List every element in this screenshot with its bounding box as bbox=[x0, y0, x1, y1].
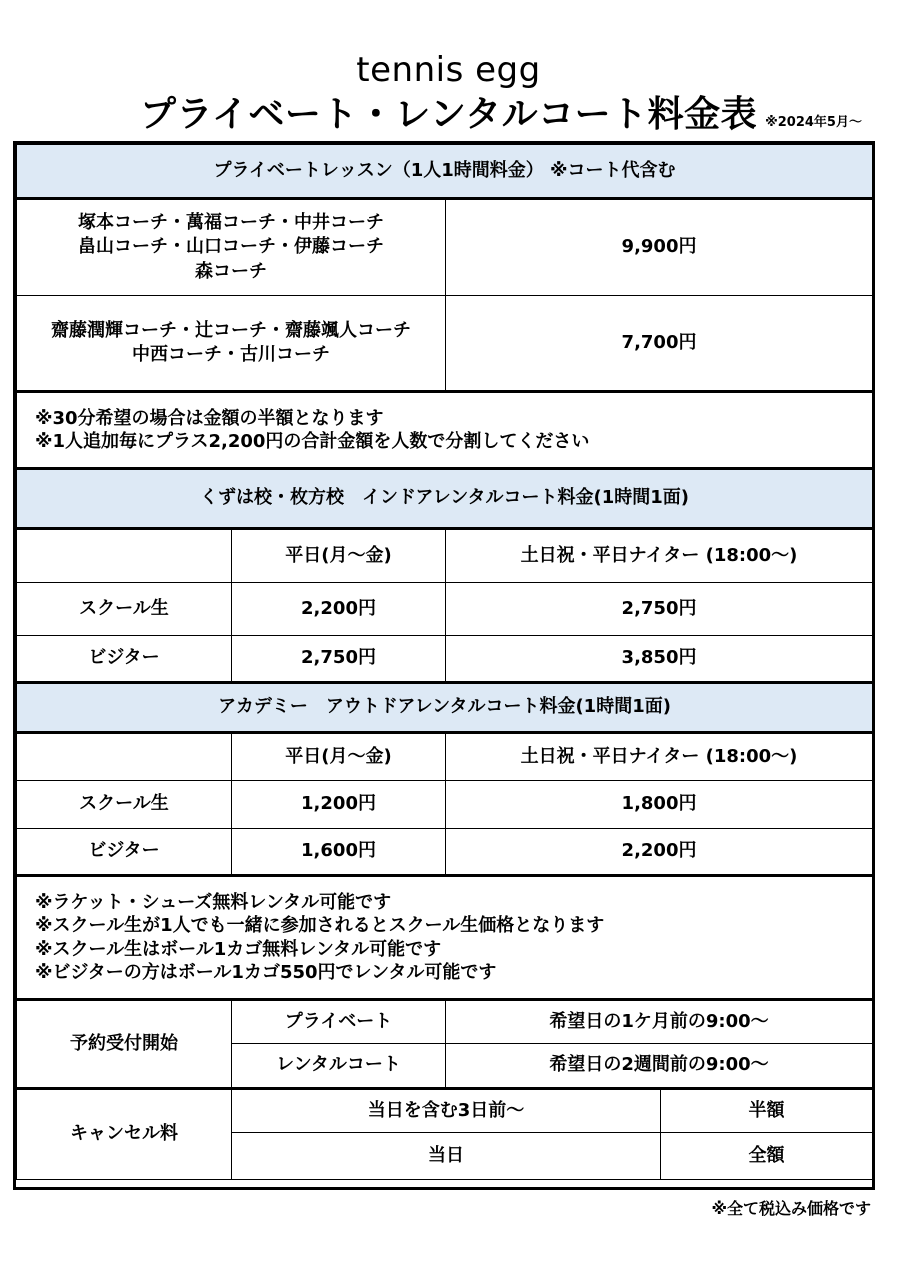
reservation-label: 予約受付開始 bbox=[17, 1000, 232, 1089]
price-group-1: 9,900円 bbox=[446, 199, 873, 296]
outdoor-col-weekday: 平日(月～金) bbox=[232, 733, 446, 781]
note-line: ※ラケット・シューズ無料レンタル可能です bbox=[35, 891, 392, 913]
note-line: ※ビジターの方はボール1カゴ550円でレンタル可能です bbox=[35, 961, 497, 983]
outdoor-weekend-price: 1,800円 bbox=[446, 781, 873, 829]
outdoor-weekday-price: 1,200円 bbox=[232, 781, 446, 829]
page-title bbox=[140, 86, 862, 137]
note-line: ※1人追加毎にプラス2,200円の合計金額を人数で分割してください bbox=[35, 431, 590, 452]
cancel-period: 当日を含む3日前～ bbox=[232, 1089, 661, 1133]
coach-line: 塚本コーチ・萬福コーチ・中井コーチ bbox=[78, 212, 384, 234]
empty-cell bbox=[17, 529, 232, 583]
outdoor-row-label: スクール生 bbox=[17, 781, 232, 829]
note-line: ※スクール生が1人でも一緒に参加されるとスクール生価格となります bbox=[35, 915, 605, 937]
indoor-col-weekend: 土日祝・平日ナイター (18:00～) bbox=[446, 529, 873, 583]
cancel-fee: 半額 bbox=[661, 1089, 873, 1133]
indoor-heading: くずは校・枚方校 インドアレンタルコート料金(1時間1面) bbox=[17, 469, 873, 529]
indoor-col-weekday: 平日(月～金) bbox=[232, 529, 446, 583]
cancel-period: 当日 bbox=[232, 1133, 661, 1180]
outdoor-col-weekend: 土日祝・平日ナイター (18:00～) bbox=[446, 733, 873, 781]
price-group-2: 7,700円 bbox=[446, 296, 873, 392]
cancel-label: キャンセル料 bbox=[17, 1089, 232, 1180]
indoor-weekday-price: 2,750円 bbox=[232, 636, 446, 683]
note-line: ※30分希望の場合は金額の半額となります bbox=[35, 407, 384, 429]
price-table bbox=[16, 144, 873, 1180]
outdoor-weekend-price: 2,200円 bbox=[446, 829, 873, 876]
indoor-weekend-price: 3,850円 bbox=[446, 636, 873, 683]
rental-notes bbox=[17, 876, 873, 1000]
note-line: ※スクール生はボール1カゴ無料レンタル可能です bbox=[35, 938, 442, 960]
coach-group-2 bbox=[17, 296, 446, 392]
coach-line: 畠山コーチ・山口コーチ・伊藤コーチ bbox=[78, 236, 384, 258]
cancel-fee: 全額 bbox=[661, 1133, 873, 1180]
coach-line: 中西コーチ・古川コーチ bbox=[132, 344, 330, 365]
outdoor-weekday-price: 1,600円 bbox=[232, 829, 446, 876]
outdoor-row-label: ビジター bbox=[17, 829, 232, 876]
indoor-weekend-price: 2,750円 bbox=[446, 583, 873, 636]
reservation-type: プライベート bbox=[232, 1000, 446, 1044]
coach-line: 森コーチ bbox=[195, 260, 267, 282]
indoor-weekday-price: 2,200円 bbox=[232, 583, 446, 636]
brand-name: tennis egg bbox=[356, 50, 541, 90]
tax-note: ※全て税込み価格です bbox=[711, 1199, 871, 1218]
private-notes bbox=[17, 392, 873, 469]
indoor-row-label: スクール生 bbox=[17, 583, 232, 636]
empty-cell bbox=[17, 733, 232, 781]
coach-line: 齋藤潤輝コーチ・辻コーチ・齋藤颯人コーチ bbox=[51, 319, 411, 341]
date-note: ※2024年5月～ bbox=[765, 115, 862, 130]
outdoor-heading: アカデミー アウトドアレンタルコート料金(1時間1面) bbox=[17, 683, 873, 733]
reservation-type: レンタルコート bbox=[232, 1044, 446, 1089]
reservation-when: 希望日の1ケ月前の9:00～ bbox=[446, 1000, 873, 1044]
price-sheet bbox=[13, 141, 875, 1190]
title-text: プライベート・レンタルコート料金表 bbox=[140, 94, 758, 135]
coach-group-1 bbox=[17, 199, 446, 296]
private-lesson-heading: プライベートレッスン（1人1時間料金） ※コート代含む bbox=[17, 145, 873, 199]
reservation-when: 希望日の2週間前の9:00～ bbox=[446, 1044, 873, 1089]
indoor-row-label: ビジター bbox=[17, 636, 232, 683]
